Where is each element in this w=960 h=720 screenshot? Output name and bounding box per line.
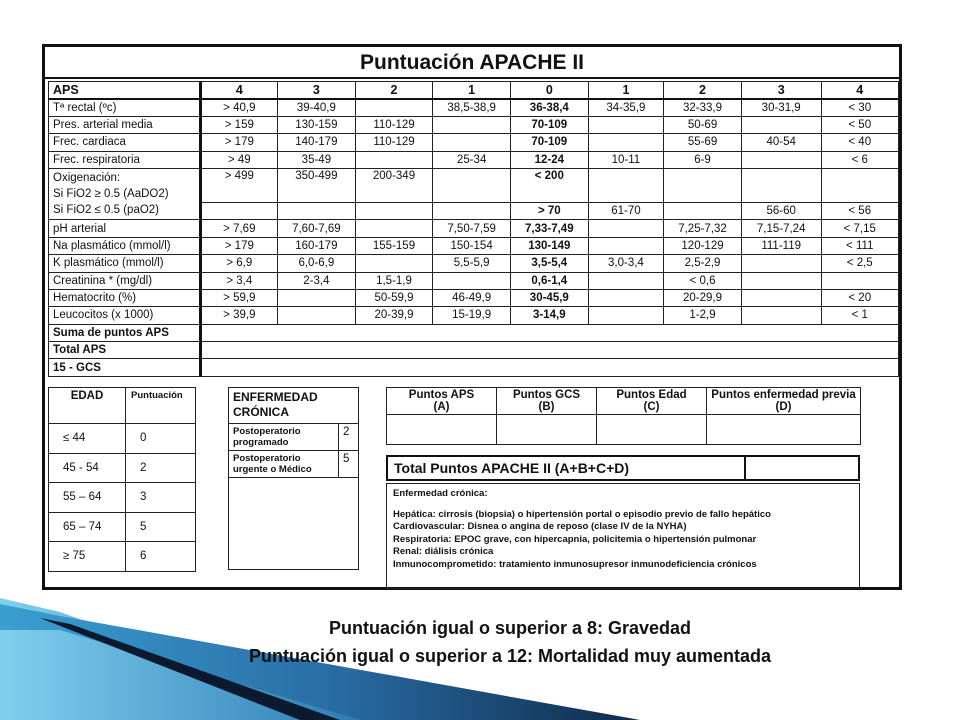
edad-range: ≥ 75 <box>49 542 126 572</box>
aps-cell: 1-2,9 <box>664 307 742 324</box>
total-apache-cell <box>746 455 860 481</box>
note-line <box>393 501 853 509</box>
aps-row <box>49 151 899 168</box>
aps-cell: 39-40,9 <box>278 99 356 116</box>
note-line: Hepática: cirrosis (biopsia) o hipertensión portal o episodio previo de fallo hepático <box>393 508 771 520</box>
cronica-type-line: Postoperatorio <box>233 426 301 437</box>
aps-cell <box>588 134 664 151</box>
aps-cell: 35-49 <box>278 151 356 168</box>
edad-row <box>49 483 196 513</box>
aps-table <box>48 81 899 377</box>
puntos-aps-header: Puntos APS (A) <box>387 388 497 415</box>
aps-cell: 120-129 <box>664 237 742 254</box>
aps-cell: < 7,15 <box>821 220 899 237</box>
cronica-type <box>229 451 339 478</box>
aps-cell <box>433 272 511 289</box>
enfermedad-cronica-table <box>228 387 359 570</box>
cronica-type-line: urgente o Médico <box>233 464 312 475</box>
aps-cell: < 111 <box>821 237 899 254</box>
bottom-section <box>45 387 899 587</box>
edad-header-row <box>49 388 196 424</box>
edad-puntuacion-header: Puntuación <box>126 388 196 424</box>
cronica-header-row <box>229 388 359 424</box>
aps-cell: 160-179 <box>278 237 356 254</box>
aps-cell: 15-19,9 <box>433 307 511 324</box>
aps-cell: > 39,9 <box>200 307 277 324</box>
puntos-table <box>386 387 861 445</box>
aps-cell: 130-149 <box>510 237 588 254</box>
cronica-row <box>229 451 359 478</box>
aps-cell <box>588 116 664 133</box>
total-aps-value <box>200 342 898 359</box>
aps-row-label: Tª rectal (ºc) <box>49 99 201 116</box>
aps-header-score: 4 <box>200 82 277 99</box>
total-apache-label: Total Puntos APACHE II (A+B+C+D) <box>386 455 746 481</box>
aps-header-score: 1 <box>433 82 511 99</box>
aps-cell <box>355 255 433 272</box>
aps-cell: 5,5-5,9 <box>433 255 511 272</box>
aps-row-label: Na plasmático (mmol/l) <box>49 237 201 254</box>
aps-cell <box>200 202 277 219</box>
aps-header-label: APS <box>49 82 201 99</box>
aps-cell <box>278 307 356 324</box>
aps-cell <box>741 289 821 306</box>
aps-cell: < 56 <box>821 202 899 219</box>
gcs-value <box>200 359 898 376</box>
aps-cell: 1,5-1,9 <box>355 272 433 289</box>
aps-cell: > 70 <box>510 202 588 219</box>
aps-cell: 25-34 <box>433 151 511 168</box>
aps-cell: 12-24 <box>510 151 588 168</box>
cronica-type-line: programado <box>233 437 289 448</box>
aps-cell: 150-154 <box>433 237 511 254</box>
aps-row <box>49 116 899 133</box>
aps-cell <box>741 151 821 168</box>
aps-cell <box>741 272 821 289</box>
edad-row <box>49 512 196 542</box>
note-line: Renal: diálisis crónica <box>393 546 494 557</box>
gcs-label: 15 - GCS <box>49 359 201 376</box>
aps-cell <box>588 168 664 202</box>
aps-cell <box>741 307 821 324</box>
edad-header: EDAD <box>49 388 126 424</box>
aps-row-label: Leucocitos (x 1000) <box>49 307 201 324</box>
aps-cell: 70-109 <box>510 134 588 151</box>
aps-cell: 34-35,9 <box>588 99 664 116</box>
gcs <box>49 359 899 376</box>
aps-row <box>49 307 899 324</box>
total-aps-label: Total APS <box>49 342 201 359</box>
aps-header-score: 2 <box>355 82 433 99</box>
aps-cell: 2,5-2,9 <box>664 255 742 272</box>
aps-cell: 10-11 <box>588 151 664 168</box>
aps-cell <box>741 116 821 133</box>
cronica-row <box>229 424 359 451</box>
aps-cell <box>433 116 511 133</box>
aps-cell: 55-69 <box>664 134 742 151</box>
aps-row-label: K plasmático (mmol/l) <box>49 255 201 272</box>
aps-row <box>49 255 899 272</box>
aps-header-score: 4 <box>821 82 899 99</box>
cronica-points: 2 <box>339 424 359 451</box>
aps-cell: 3,0-3,4 <box>588 255 664 272</box>
oxig-label-line: Oxigenación: <box>53 172 121 185</box>
aps-cell: 56-60 <box>741 202 821 219</box>
puntos-previa-cell <box>707 415 861 445</box>
aps-cell <box>433 168 511 202</box>
aps-cell: < 20 <box>821 289 899 306</box>
aps-cell <box>355 99 433 116</box>
edad-table <box>48 387 196 572</box>
aps-cell <box>588 289 664 306</box>
edad-range: 55 – 64 <box>49 483 126 513</box>
enfermedad-cronica-notes <box>386 483 860 589</box>
aps-cell: 70-109 <box>510 116 588 133</box>
edad-row <box>49 542 196 572</box>
note-line: Respiratoria: EPOC grave, con hipercapnia, policitemia o hipertensión pulmonar <box>393 533 757 545</box>
aps-cell: < 40 <box>821 134 899 151</box>
aps-cell: 30-45,9 <box>510 289 588 306</box>
edad-range: 65 – 74 <box>49 512 126 542</box>
aps-header-score: 3 <box>278 82 356 99</box>
edad-points: 5 <box>126 512 196 542</box>
aps-cell: 61-70 <box>588 202 664 219</box>
edad-range: 45 - 54 <box>49 453 126 483</box>
aps-cell: 7,33-7,49 <box>510 220 588 237</box>
cronica-empty <box>229 478 359 570</box>
aps-cell: > 179 <box>200 237 277 254</box>
oxig-label-line: Si FiO2 ≥ 0.5 (AaDO2) <box>53 188 169 201</box>
note-line: Inmunocomprometido: tratamiento inmunosupresor inmunodeficiencia crónicos <box>393 558 757 570</box>
puntos-edad-header: Puntos Edad (C) <box>597 388 707 415</box>
cronica-header <box>229 388 359 424</box>
aps-cell: 38,5-38,9 <box>433 99 511 116</box>
edad-points: 2 <box>126 453 196 483</box>
aps-cell: 7,15-7,24 <box>741 220 821 237</box>
aps-cell: 140-179 <box>278 134 356 151</box>
aps-cell: 0,6-1,4 <box>510 272 588 289</box>
cronica-empty-row <box>229 478 359 570</box>
aps-cell: 155-159 <box>355 237 433 254</box>
aps-row <box>49 134 899 151</box>
aps-cell <box>355 202 433 219</box>
aps-row <box>49 237 899 254</box>
aps-cell: 7,60-7,69 <box>278 220 356 237</box>
edad-points: 0 <box>126 424 196 454</box>
aps-cell: 130-159 <box>278 116 356 133</box>
suma-puntos-aps-label: Suma de puntos APS <box>49 324 201 341</box>
aps-row-label: pH arterial <box>49 220 201 237</box>
aps-cell: < 0,6 <box>664 272 742 289</box>
cronica-type <box>229 424 339 451</box>
aps-cell <box>741 255 821 272</box>
aps-cell <box>433 134 511 151</box>
aps-cell: > 499 <box>200 168 277 202</box>
aps-cell: 20-29,9 <box>664 289 742 306</box>
aps-header-score: 2 <box>664 82 742 99</box>
aps-cell: > 6,9 <box>200 255 277 272</box>
aps-cell: 6-9 <box>664 151 742 168</box>
aps-cell: 6,0-6,9 <box>278 255 356 272</box>
aps-cell: 40-54 <box>741 134 821 151</box>
oxig-label-line: Si FiO2 ≤ 0.5 (paO2) <box>53 204 160 217</box>
aps-cell: > 3,4 <box>200 272 277 289</box>
caption <box>0 614 960 670</box>
aps-cell: < 50 <box>821 116 899 133</box>
aps-cell <box>821 168 899 202</box>
aps-cell: > 179 <box>200 134 277 151</box>
edad-range: ≤ 44 <box>49 424 126 454</box>
note-line: Cardiovascular: Disnea o angina de reposo (clase IV de la NYHA) <box>393 521 687 532</box>
cronica-header-line: CRÓNICA <box>233 405 289 419</box>
edad-points: 6 <box>126 542 196 572</box>
aps-row-oxigenacion <box>49 168 899 202</box>
caption-gravedad: Puntuación igual o superior a 8: Gravedad <box>328 618 692 638</box>
puntos-gcs-cell <box>497 415 597 445</box>
aps-row <box>49 99 899 116</box>
aps-row <box>49 289 899 306</box>
aps-cell: 111-119 <box>741 237 821 254</box>
aps-cell: 110-129 <box>355 116 433 133</box>
aps-cell <box>588 237 664 254</box>
aps-cell: 3-14,9 <box>510 307 588 324</box>
aps-cell: < 1 <box>821 307 899 324</box>
aps-cell <box>355 151 433 168</box>
aps-cell: > 59,9 <box>200 289 277 306</box>
aps-cell: > 40,9 <box>200 99 277 116</box>
aps-header-row <box>49 82 899 99</box>
cronica-header-line: ENFERMEDAD <box>233 390 318 404</box>
aps-cell: 7,25-7,32 <box>664 220 742 237</box>
suma-puntos-aps <box>49 324 899 341</box>
aps-cell: 20-39,9 <box>355 307 433 324</box>
aps-cell: 3,5-5,4 <box>510 255 588 272</box>
aps-row-label: Creatinina * (mg/dl) <box>49 272 201 289</box>
edad-row <box>49 453 196 483</box>
caption-mortalidad: Puntuación igual o superior a 12: Mortalidad muy aumentada <box>248 646 772 666</box>
puntos-gcs-header: Puntos GCS (B) <box>497 388 597 415</box>
aps-row <box>49 272 899 289</box>
puntos-previa-header: Puntos enfermedad previa (D) <box>707 388 861 415</box>
aps-cell: > 7,69 <box>200 220 277 237</box>
aps-cell: 32-33,9 <box>664 99 742 116</box>
aps-cell <box>278 202 356 219</box>
aps-cell <box>433 202 511 219</box>
edad-row <box>49 424 196 454</box>
aps-row-label: Pres. arterial media <box>49 116 201 133</box>
aps-header-score: 3 <box>741 82 821 99</box>
aps-cell: 46-49,9 <box>433 289 511 306</box>
aps-cell <box>821 272 899 289</box>
cronica-type-line: Postoperatorio <box>233 453 301 464</box>
apache-ii-sheet <box>42 44 902 590</box>
aps-row-label: Frec. cardiaca <box>49 134 201 151</box>
aps-cell: 2-3,4 <box>278 272 356 289</box>
puntos-aps-cell <box>387 415 497 445</box>
note-line: Enfermedad crónica: <box>393 488 488 499</box>
aps-cell: 350-499 <box>278 168 356 202</box>
aps-cell: 50-69 <box>664 116 742 133</box>
aps-cell: < 30 <box>821 99 899 116</box>
aps-cell: 36-38,4 <box>510 99 588 116</box>
aps-cell: 50-59,9 <box>355 289 433 306</box>
aps-cell <box>664 202 742 219</box>
aps-cell <box>355 220 433 237</box>
aps-header-score: 1 <box>588 82 664 99</box>
suma-puntos-aps-value <box>200 324 898 341</box>
aps-cell <box>588 220 664 237</box>
aps-cell <box>741 168 821 202</box>
aps-cell: > 49 <box>200 151 277 168</box>
total-aps <box>49 342 899 359</box>
aps-cell: 30-31,9 <box>741 99 821 116</box>
aps-row-label: Hematocrito (%) <box>49 289 201 306</box>
aps-cell: 110-129 <box>355 134 433 151</box>
edad-points: 3 <box>126 483 196 513</box>
aps-row-label <box>49 168 201 219</box>
aps-cell: 7,50-7,59 <box>433 220 511 237</box>
aps-cell: > 159 <box>200 116 277 133</box>
cronica-points: 5 <box>339 451 359 478</box>
puntos-edad-cell <box>597 415 707 445</box>
aps-cell <box>588 272 664 289</box>
aps-cell: < 6 <box>821 151 899 168</box>
aps-cell: < 200 <box>510 168 588 202</box>
aps-row-label: Frec. respiratoria <box>49 151 201 168</box>
aps-cell <box>278 289 356 306</box>
aps-cell: 200-349 <box>355 168 433 202</box>
aps-header-score: 0 <box>510 82 588 99</box>
sheet-title: Puntuación APACHE II <box>45 47 899 79</box>
aps-cell <box>588 307 664 324</box>
aps-row <box>49 220 899 237</box>
aps-cell: < 2,5 <box>821 255 899 272</box>
aps-cell <box>664 168 742 202</box>
